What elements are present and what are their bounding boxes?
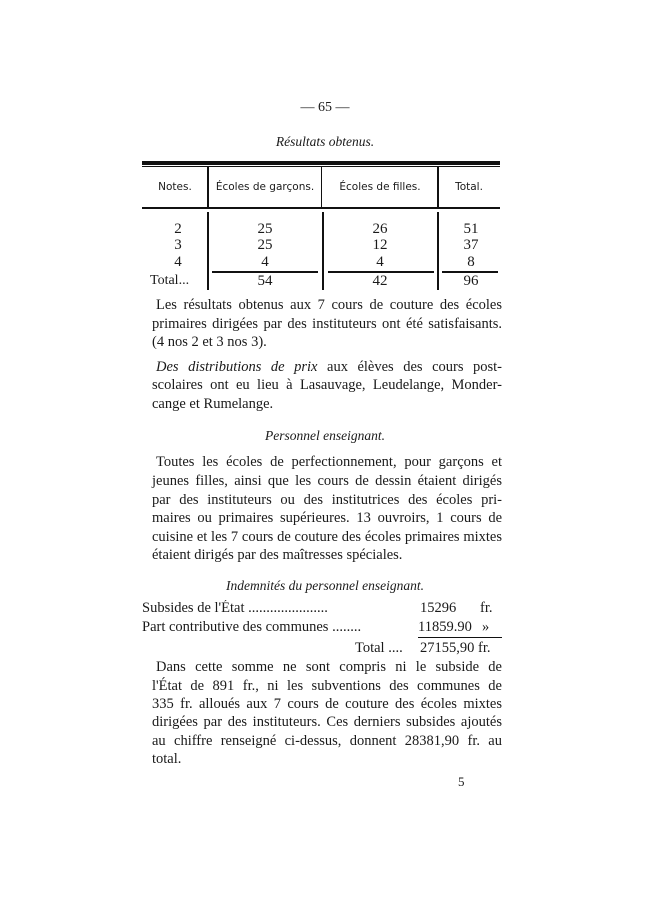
col-divider [437, 212, 439, 290]
cell-total: 8 [467, 254, 475, 270]
paragraph-line: Dans cette somme ne sont compris ni le subside de [156, 659, 502, 675]
cell-total: 37 [463, 237, 479, 253]
section-title-resultats: Résultats obtenus. [275, 134, 375, 149]
paragraph-line: scolaires ont eu lieu à Lasauvage, Leudelange, Monder- [152, 377, 502, 393]
paragraph-line: total. [152, 751, 182, 767]
item-amount: 11859.90 [418, 619, 472, 635]
paragraph-line: primaires dirigées par des instituteurs ont été satisfaisants. [152, 316, 502, 332]
item-label: Subsides de l'État ...................... [142, 600, 328, 616]
cell-garcons: 4 [261, 254, 269, 270]
sum-rule [418, 637, 502, 638]
paragraph-line: cange et Rumelange. [152, 396, 274, 412]
paragraph-line: Toutes les écoles de perfectionnement, pour garçons et [156, 454, 502, 470]
page-number: — 65 — [300, 100, 350, 115]
cell-note: 2 [174, 221, 182, 237]
paragraph-line: (4 nos 2 et 3 nos 3). [152, 334, 267, 350]
header-bottom-rule [142, 207, 500, 209]
header-filles: Écoles de filles. [339, 181, 421, 193]
section-title-indemnites: Indemnités du personnel enseignant. [226, 578, 424, 593]
paragraph-line: jeunes filles, ainsi que les cours de dessin étaient dirigés [152, 473, 502, 489]
total-amount: 27155,90 fr. [420, 640, 491, 656]
paragraph-line: Les résultats obtenus aux 7 cours de couture des écoles [156, 297, 502, 313]
total-garcons: 54 [257, 273, 273, 289]
item-amount: 15296 [420, 600, 457, 616]
cell-filles: 26 [372, 221, 388, 237]
paragraph-line: cuisine et les 7 cours de couture des écoles primaires mixtes [152, 529, 502, 545]
total-filles: 42 [372, 273, 388, 289]
col-divider [322, 212, 324, 290]
text: aux élèves des cours post- [317, 359, 502, 375]
col-divider [321, 167, 322, 207]
paragraph-line: 335 fr. alloués aux 7 cours de couture des écoles mixtes [152, 696, 502, 712]
cell-note: 3 [174, 237, 182, 253]
signature-mark: 5 [458, 774, 465, 789]
col-divider [437, 167, 439, 207]
paragraph-line: étaient dirigés par des maîtresses spéciales. [152, 547, 403, 563]
total-label: Total .... [355, 640, 403, 656]
section-title-personnel: Personnel enseignant. [265, 428, 385, 443]
cell-garcons: 25 [257, 237, 273, 253]
total-label: Total... [150, 273, 190, 288]
col-divider [207, 167, 209, 207]
paragraph-line: au chiffre renseigné ci-dessus, donnent 28381,90 fr. au [152, 733, 502, 749]
italic-phrase: Des distributions de prix [156, 359, 318, 375]
paragraph-line: l'État de 891 fr., ni les subventions des communes de [152, 678, 502, 694]
paragraph-line [156, 359, 502, 376]
paragraph-line: maires ou primaires supérieures. 13 ouvroirs, 1 cours de [152, 510, 502, 526]
paragraph-line: dirigées par des instituteurs. Ces derniers subsides ajoutés [152, 714, 502, 730]
cell-garcons: 25 [257, 221, 273, 237]
table-top-rule [142, 161, 500, 165]
item-label: Part contributive des communes ........ [142, 619, 362, 635]
cell-filles: 4 [376, 254, 384, 270]
header-total: Total. [455, 181, 483, 193]
header-garcons: Écoles de garçons. [215, 181, 315, 193]
item-unit: fr. [480, 600, 493, 616]
header-notes: Notes. [158, 181, 192, 193]
cell-total: 51 [463, 221, 479, 237]
cell-filles: 12 [372, 237, 388, 253]
item-unit: » [482, 619, 490, 635]
cell-note: 4 [174, 254, 182, 270]
col-divider [207, 212, 209, 290]
paragraph-line: par des instituteurs ou des institutrices des écoles pri- [152, 492, 502, 508]
total-total: 96 [463, 273, 479, 289]
